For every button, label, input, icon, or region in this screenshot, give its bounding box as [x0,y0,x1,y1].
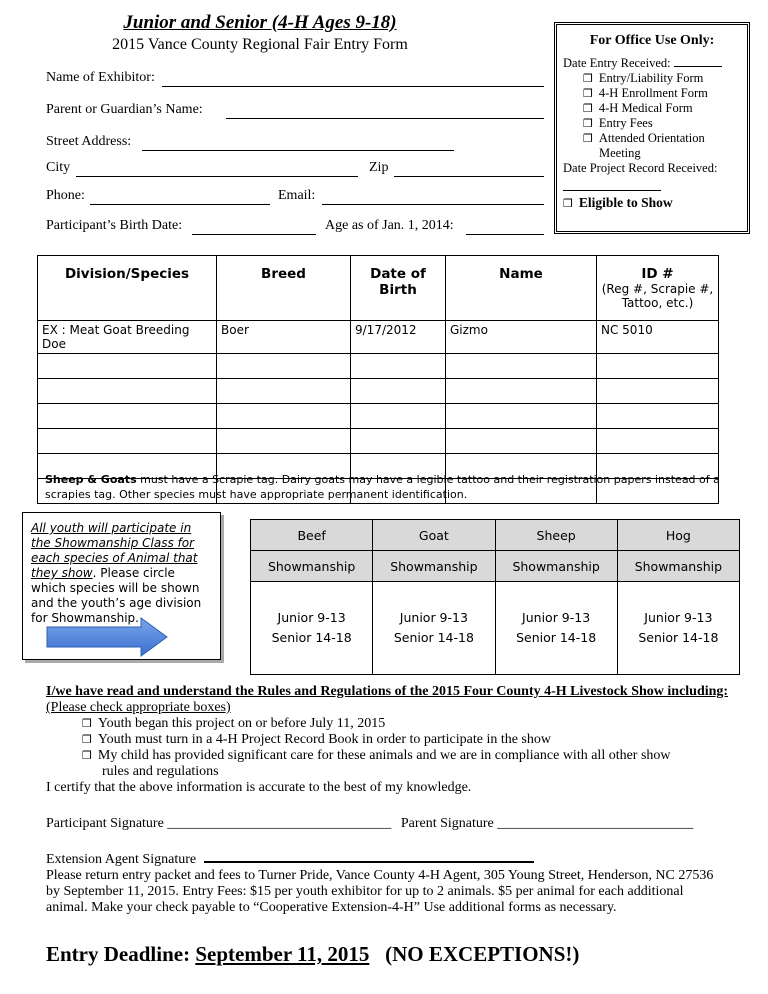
age-label: Age as of Jan. 1, 2014: [325,218,454,233]
id-header-note: (Reg #, Scrapie #, Tattoo, etc.) [601,282,714,310]
species-sheep[interactable]: Sheep [495,520,617,551]
phone-field[interactable] [90,204,270,205]
agent-signature-field[interactable] [204,861,534,863]
zip-field[interactable] [394,176,544,177]
empty-cell[interactable] [217,404,351,429]
empty-cell[interactable] [217,429,351,454]
empty-cell[interactable] [597,379,719,404]
email-label: Email: [278,188,316,203]
date-entry-received: Date Entry Received: [563,56,741,71]
empty-cell[interactable] [446,379,597,404]
table-row[interactable] [38,379,719,404]
checkbox-icon[interactable]: ❒ [563,197,573,210]
age-division-cell[interactable] [251,582,373,675]
age-division-cell[interactable] [495,582,617,675]
checkbox-icon[interactable]: ❒ [82,749,92,762]
col-header-id [597,256,719,321]
return-instructions: Please return entry packet and fees to Turner Pride, Vance County 4-H Agent, 305 Young Street, Henderson, NC 27536 by September 11, 2015. Entry Fees: $15 per youth exhibitor for up to 2 animals. $5 per animal for each additional animal. Make your check payable to “Cooperative Extension-4-H” Use additional forms as necessary. [46,868,714,915]
city-field[interactable] [76,176,358,177]
empty-cell[interactable] [38,429,217,454]
certify-text: I certify that the above information is accurate to the best of my knowledge. [46,780,472,795]
species-goat[interactable]: Goat [373,520,495,551]
entry-deadline: Entry Deadline: September 11, 2015 (NO EXCEPTIONS!) [46,942,580,966]
office-item[interactable]: ❒ 4-H Enrollment Form [583,86,708,100]
table-row[interactable] [38,354,719,379]
office-item[interactable]: ❒ 4-H Medical Form [583,101,693,115]
senior-option[interactable]: Senior 14-18 [271,630,352,645]
birth-date-field[interactable] [192,234,316,235]
office-item[interactable]: ❒ Attended Orientation [583,131,705,145]
scrapie-note [45,472,725,502]
exhibitor-name-field[interactable] [162,86,544,87]
note-bold: Sheep & Goats [45,473,137,486]
empty-cell[interactable] [351,379,446,404]
table-row[interactable] [38,404,719,429]
empty-cell[interactable] [351,354,446,379]
rules-section [46,684,746,916]
empty-cell[interactable] [351,429,446,454]
instructions-text: . Please circle which species will be shown and the youth’s age division for Showmanship. [31,566,202,625]
empty-cell[interactable] [446,404,597,429]
office-use-box [554,22,750,234]
senior-option[interactable]: Senior 14-18 [393,630,474,645]
empty-cell[interactable] [597,354,719,379]
table-row[interactable] [38,321,719,354]
agent-signature-label: Extension Agent Signature [46,852,197,867]
age-division-cell[interactable] [617,582,739,675]
empty-cell[interactable] [351,404,446,429]
project-record-field[interactable] [563,176,661,191]
showmanship-label: Showmanship [617,551,739,582]
checkbox-icon[interactable]: ❒ [82,733,92,746]
checkbox-icon[interactable]: ❒ [583,87,593,100]
empty-cell[interactable] [38,354,217,379]
col-header-name: Name [446,256,597,321]
checkbox-icon[interactable]: ❒ [583,72,593,85]
junior-option[interactable]: Junior 9-13 [522,610,591,625]
street-address-field[interactable] [142,150,454,151]
instructions-italic: All youth will participate in the Showmanship Class for each species of Animal that they show [31,521,198,580]
deadline-date: September 11, 2015 [195,942,370,966]
parent-name-field[interactable] [226,118,544,119]
showmanship-label: Showmanship [373,551,495,582]
parent-signature[interactable]: Parent Signature ____________________________ [400,816,694,831]
junior-option[interactable]: Junior 9-13 [277,610,346,625]
signature-row [46,816,746,832]
empty-cell[interactable] [217,379,351,404]
species-beef[interactable]: Beef [251,520,373,551]
phone-label: Phone: [46,188,85,203]
col-header-dob: Date of Birth [351,256,446,321]
empty-cell[interactable] [446,354,597,379]
participant-signature[interactable]: Participant Signature ________________________________ [46,816,392,831]
checkbox-icon[interactable]: ❒ [583,132,593,145]
col-header-breed: Breed [217,256,351,321]
office-item[interactable]: ❒ Entry/Liability Form [583,71,704,85]
city-label: City [46,160,71,175]
checkbox-icon[interactable]: ❒ [82,717,92,730]
birth-date-label: Participant’s Birth Date: [46,218,183,233]
cell-dob[interactable]: 9/17/2012 [351,321,446,354]
showmanship-label: Showmanship [495,551,617,582]
showmanship-label: Showmanship [251,551,373,582]
empty-cell[interactable] [217,354,351,379]
zip-label: Zip [369,160,389,175]
showmanship-instructions [22,512,221,660]
note-text: must have a Scrapie tag. Dairy goats may have a legible tattoo and their registration papers instead of a scrapies tag. Other species must have appropriate permanent identification. [45,473,720,501]
entry-table [37,255,719,504]
rules-check-item[interactable]: ❒ My child has provided significant care for these animals and we are in compliance with all other show [82,748,671,763]
form-title: Junior and Senior (4-H Ages 9-18) [123,12,397,33]
empty-cell[interactable] [38,404,217,429]
empty-cell[interactable] [38,379,217,404]
species-hog[interactable]: Hog [617,520,739,551]
senior-option[interactable]: Senior 14-18 [516,630,597,645]
deadline-note: (NO EXCEPTIONS!) [369,942,580,966]
office-item-cont: Meeting [599,146,641,160]
col-header-division: Division/Species [38,256,217,321]
project-record-received: Date Project Record Received: [563,161,718,175]
age-field[interactable] [466,234,544,235]
table-row[interactable] [38,429,719,454]
empty-cell[interactable] [446,429,597,454]
age-division-cell[interactable] [373,582,495,675]
parent-label: Parent or Guardian’s Name: [46,102,203,117]
showmanship-table [250,519,740,675]
agent-signature-row[interactable] [46,852,746,868]
email-field[interactable] [322,204,544,205]
rules-check-item[interactable]: ❒ Youth began this project on or before July 11, 2015 [82,716,386,731]
rules-check-item[interactable]: ❒ Youth must turn in a 4-H Project Record Book in order to participate in the show [82,732,551,747]
cell-name[interactable]: Gizmo [446,321,597,354]
junior-option[interactable]: Junior 9-13 [644,610,713,625]
office-item[interactable]: ❒ Entry Fees [583,116,653,130]
form-subtitle: 2015 Vance County Regional Fair Entry Form [112,36,408,53]
eligible-to-show[interactable]: ❒ Eligible to Show [563,195,673,210]
junior-option[interactable]: Junior 9-13 [399,610,468,625]
id-header-label: ID # [641,266,674,282]
checkbox-icon[interactable]: ❒ [583,117,593,130]
cell-breed[interactable]: Boer [217,321,351,354]
office-use-heading: For Office Use Only: [589,33,715,48]
arrow-right-icon [45,617,169,657]
empty-cell[interactable] [597,404,719,429]
senior-option[interactable]: Senior 14-18 [638,630,719,645]
street-label: Street Address: [46,134,132,149]
rules-check-cont: rules and regulations [102,764,219,779]
rules-heading: I/we have read and understand the Rules and Regulations of the 2015 Four County 4-H Livestock Show including: (Please check appropriate boxes) [46,684,729,715]
exhibitor-label: Name of Exhibitor: [46,70,155,85]
empty-cell[interactable] [597,429,719,454]
cell-id[interactable]: NC 5010 [597,321,719,354]
checkbox-icon[interactable]: ❒ [583,102,593,115]
cell-division[interactable]: EX : Meat Goat Breeding Doe [38,321,217,354]
